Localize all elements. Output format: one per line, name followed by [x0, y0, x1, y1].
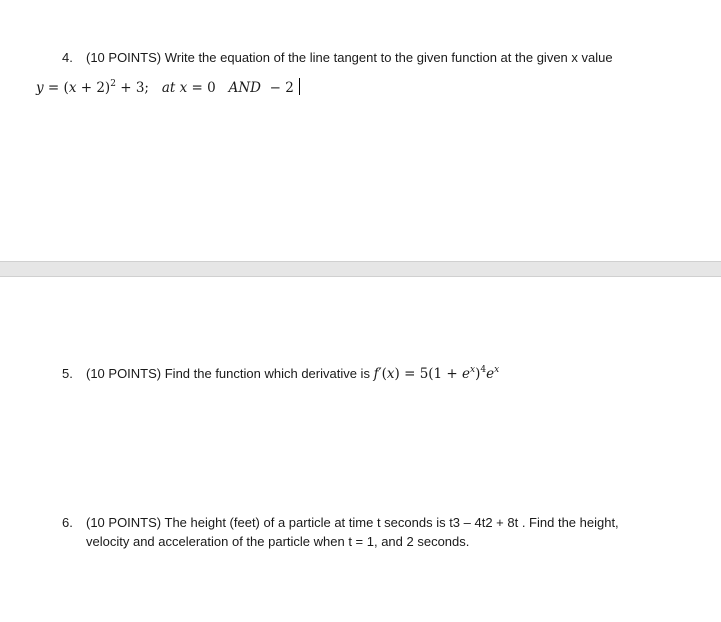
eq-x: x [179, 80, 188, 96]
eq-exponent: 4 [480, 364, 487, 375]
eq-part: ) [475, 366, 481, 382]
question-4-text: (10 POINTS) Write the equation of the line tangent to the given function at the given x value [86, 50, 613, 65]
question-4-number: 4. [62, 50, 73, 65]
page-gap [0, 261, 721, 277]
eq-exponent: x [470, 364, 476, 375]
eq-part: − 2 [265, 80, 294, 96]
question-6-line-1: (10 POINTS) The height (feet) of a particle at time t seconds is t3 – 4t2 + 8t . Find the height, [86, 515, 619, 530]
eq-at: at [161, 80, 176, 96]
eq-exponent: x [494, 364, 500, 375]
eq-x: x [68, 80, 77, 96]
question-5-text [86, 364, 656, 384]
eq-x: x [386, 366, 395, 382]
eq-e: e [486, 366, 495, 382]
eq-exponent: 2 [110, 78, 116, 89]
question-5-prompt: (10 POINTS) Find the function which derivative is [86, 366, 374, 381]
eq-part: ) = 5(1 + [394, 366, 463, 382]
question-6-number: 6. [62, 515, 73, 530]
eq-part: = ( [43, 80, 69, 96]
eq-part: + 3; [115, 80, 149, 96]
eq-e: e [462, 366, 471, 382]
document-page-1 [0, 0, 721, 261]
eq-part: + 2) [76, 80, 111, 96]
question-5-number: 5. [62, 366, 73, 381]
text-cursor [299, 78, 300, 95]
eq-and: AND [228, 80, 261, 96]
question-6-line-2: velocity and acceleration of the particle when t = 1, and 2 seconds. [86, 534, 470, 549]
eq-f: f [373, 366, 379, 382]
question-5-equation[interactable] [374, 366, 500, 382]
eq-part: ′( [378, 366, 387, 382]
eq-y: y [36, 80, 44, 96]
question-4-equation[interactable] [36, 78, 300, 98]
eq-part: = 0 [187, 80, 216, 96]
question-6-text [86, 513, 656, 551]
document-page-2 [0, 277, 721, 622]
